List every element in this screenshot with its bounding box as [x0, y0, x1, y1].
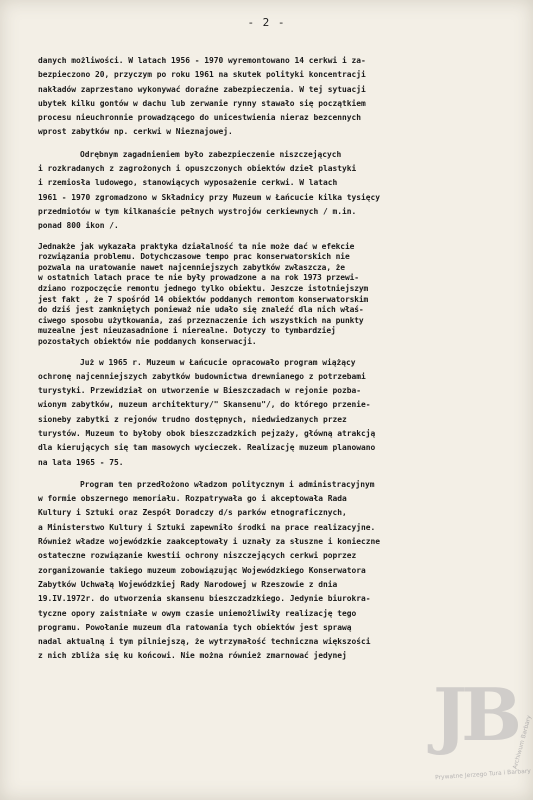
text-line-content: i rzemiosła ludowego, stanowiących wyposażenie cerkwi. W latach: [38, 178, 338, 188]
text-line: [38, 398, 514, 412]
text-line: [38, 326, 514, 337]
text-line-content: tyczne opory zaistniałe w owym czasie uniemożliwiły realizację tego: [38, 608, 357, 618]
text-line: [38, 621, 514, 635]
text-line-content: na lata 1965 - 75.: [38, 457, 124, 467]
text-line-content: ponad 800 ikon /.: [38, 221, 119, 231]
text-line: [38, 68, 514, 82]
text-line: [38, 478, 514, 492]
text-line-content: sioneby zabytki z rejonów trudno dostępnych, niedwiedzanych przez: [38, 414, 347, 424]
text-line: [38, 356, 514, 370]
text-line: [38, 148, 514, 162]
text-line-content: wionym zabytków, muzeum architektury/" Skansenu"/, do którego przenie-: [38, 400, 371, 410]
text-line: [38, 506, 514, 520]
text-line: [38, 97, 514, 111]
text-line-content: turystyki. Przewidział on utworzenie w Bieszczadach w rejonie pozba-: [38, 386, 362, 396]
text-line-content: 19.IV.1972r. do utworzenia skansenu bieszczadzkiego. Jedynie biurokra-: [38, 594, 371, 604]
text-line: [38, 273, 514, 284]
text-line: [38, 521, 514, 535]
text-line: [38, 441, 514, 455]
text-line-content: w ostatnich latach prace te nie były prowadzone a na rok 1973 przewi-: [38, 273, 359, 283]
text-line-content: Odrębnym zagadnieniem było zabezpieczenie niszczejących: [80, 149, 342, 159]
text-line: [38, 263, 514, 274]
paragraph: [38, 356, 514, 470]
text-line-content: dziano rozpoczęcie remontu jednego tylko obiektu. Jeszcze istotniejszym: [38, 283, 369, 293]
text-line: [38, 492, 514, 506]
paragraph: [38, 242, 514, 348]
text-line: [38, 649, 514, 663]
text-line: [38, 337, 514, 348]
text-line: [38, 205, 514, 219]
text-line: [38, 219, 514, 233]
paragraph: [38, 478, 514, 664]
document-body: [38, 54, 514, 672]
text-line-content: Jednakże jak wykazała praktyka działalność ta nie może dać w efekcie: [38, 241, 355, 251]
stamp-arc-text: Archiwum Barbary: [511, 714, 533, 770]
text-line-content: do dziś jest zamkniętych ponieważ nie udało się znaleźć dla nich właś-: [38, 305, 364, 315]
paragraph: [38, 54, 514, 140]
text-line: [38, 111, 514, 125]
text-line: [38, 578, 514, 592]
text-line: [38, 549, 514, 563]
text-line: [38, 564, 514, 578]
text-line-content: 1961 - 1970 zgromadzono w Składnicy przy Muzeum w Łańcucie kilka tysięcy: [38, 192, 381, 202]
text-line-content: ciwego sposobu użytkowania, zaś przeznaczenie ich wszystkich na punkty: [38, 315, 364, 325]
paragraph: [38, 148, 514, 234]
text-line: [38, 83, 514, 97]
text-line-content: zorganizowanie takiego muzeum zobowiązując Wojewódzkiego Konserwatora: [38, 565, 366, 575]
text-line-content: Kultury i Sztuki oraz Zespół Doradczy d/s parków etnograficznych,: [38, 508, 347, 518]
text-line-content: ostateczne rozwiązanie kwestii ochrony niszczejących cerkwi poprzez: [38, 551, 357, 561]
text-line: [38, 370, 514, 384]
text-line-content: Również władze wojewódzkie zaakceptowały i uznały za słuszne i konieczne: [38, 537, 381, 547]
text-line-content: nadal aktualną i tym pilniejszą, że wytrzymałość techniczna większości: [38, 637, 371, 647]
text-line-content: Program ten przedłożono władzom politycznym i administracyjnym: [80, 479, 375, 489]
text-line: [38, 635, 514, 649]
text-line-content: jest fakt , że 7 spośród 14 obiektów poddanych remontom konserwatorskim: [38, 294, 369, 304]
text-line: [38, 413, 514, 427]
text-line-content: Już w 1965 r. Muzeum w Łańcucie opracowało program wiążący: [80, 357, 356, 367]
text-line-content: muzealne jest nieuzasadnione i nierealne. Dotyczy to tymbardziej: [38, 326, 336, 336]
text-line: [38, 535, 514, 549]
text-line-content: przedmiotów w tym kilkanaście pełnych wystrojów cerkiewnych / m.in.: [38, 206, 357, 216]
text-line-content: danych możliwości. W latach 1956 - 1970 wyremontowano 14 cerkwi i za-: [38, 56, 366, 65]
text-line-content: i rozkradanych z zagrożonych i opuszczonych obiektów dzieł plastyki: [38, 164, 357, 174]
text-line-content: procesu nieuchronnie prowadzącego do unicestwienia nieraz bezcennych: [38, 113, 362, 123]
text-line-content: Zabytków Uchwałą Wojewódzkiej Rady Narodowej w Rzeszowie z dnia: [38, 579, 338, 589]
text-line: [38, 162, 514, 176]
text-line: [38, 191, 514, 205]
text-line-content: wprost zabytków np. cerkwi w Nieznajowej.: [38, 127, 233, 137]
text-line-content: programu. Powołanie muzeum dla ratowania tych obiektów jest sprawą: [38, 622, 352, 632]
text-line: [38, 607, 514, 621]
text-line: [38, 456, 514, 470]
text-line: [38, 284, 514, 295]
text-line: [38, 305, 514, 316]
text-line: [38, 592, 514, 606]
text-line-content: pozwala na uratowanie nawet najcenniejszych zabytków zwłaszcza, że: [38, 262, 345, 272]
text-line-content: turystów. Muzeum to byłoby obok bieszczadzkich pejzaży, główną atrakcją: [38, 428, 376, 438]
text-line: [38, 176, 514, 190]
text-line: [38, 125, 514, 139]
text-line-content: nakładów zaprzestano wykonywać doraźne zabezpieczenia. W tej sytuacji: [38, 84, 366, 94]
text-line-content: z nich zbliża się ku końcowi. Nie można również zmarnować jedynej: [38, 651, 347, 661]
text-line: [38, 384, 514, 398]
text-line-content: ubytek kilku gontów w dachu lub zerwanie rynny stawało się początkiem: [38, 98, 366, 108]
archive-watermark-stamp: [429, 662, 533, 782]
text-line: [38, 252, 514, 263]
text-line-content: pozostałych obiektów nie poddanych konserwacji.: [38, 336, 257, 346]
stamp-arc-text-bottom: Prywatne Jerzego Tura i Barbary: [434, 767, 532, 782]
text-line: [38, 427, 514, 441]
page-number: - 2 -: [247, 16, 286, 29]
text-line-content: w formie obszernego memoriału. Rozpatrywała go i akceptowała Rada: [38, 494, 347, 504]
text-line: [38, 295, 514, 306]
text-line-content: ochronę najcenniejszych zabytków budownictwa drewnianego z potrzebami: [38, 371, 366, 381]
text-line: [38, 54, 514, 68]
text-line-content: bezpieczono 20, przyczym po roku 1961 na skutek polityki koncentracji: [38, 70, 366, 80]
text-line: [38, 316, 514, 327]
text-line-content: dla kierujących się tam masowych wycieczek. Realizację muzeum planowano: [38, 443, 376, 453]
text-line-content: rozwiązania problemu. Dotychczasowe tempo prac konserwatorskich nie: [38, 252, 350, 262]
text-line-content: a Ministerstwo Kultury i Sztuki zapewniło środki na prace realizacyjne.: [38, 522, 376, 532]
stamp-monogram: JB: [433, 672, 516, 757]
text-line: [38, 242, 514, 253]
